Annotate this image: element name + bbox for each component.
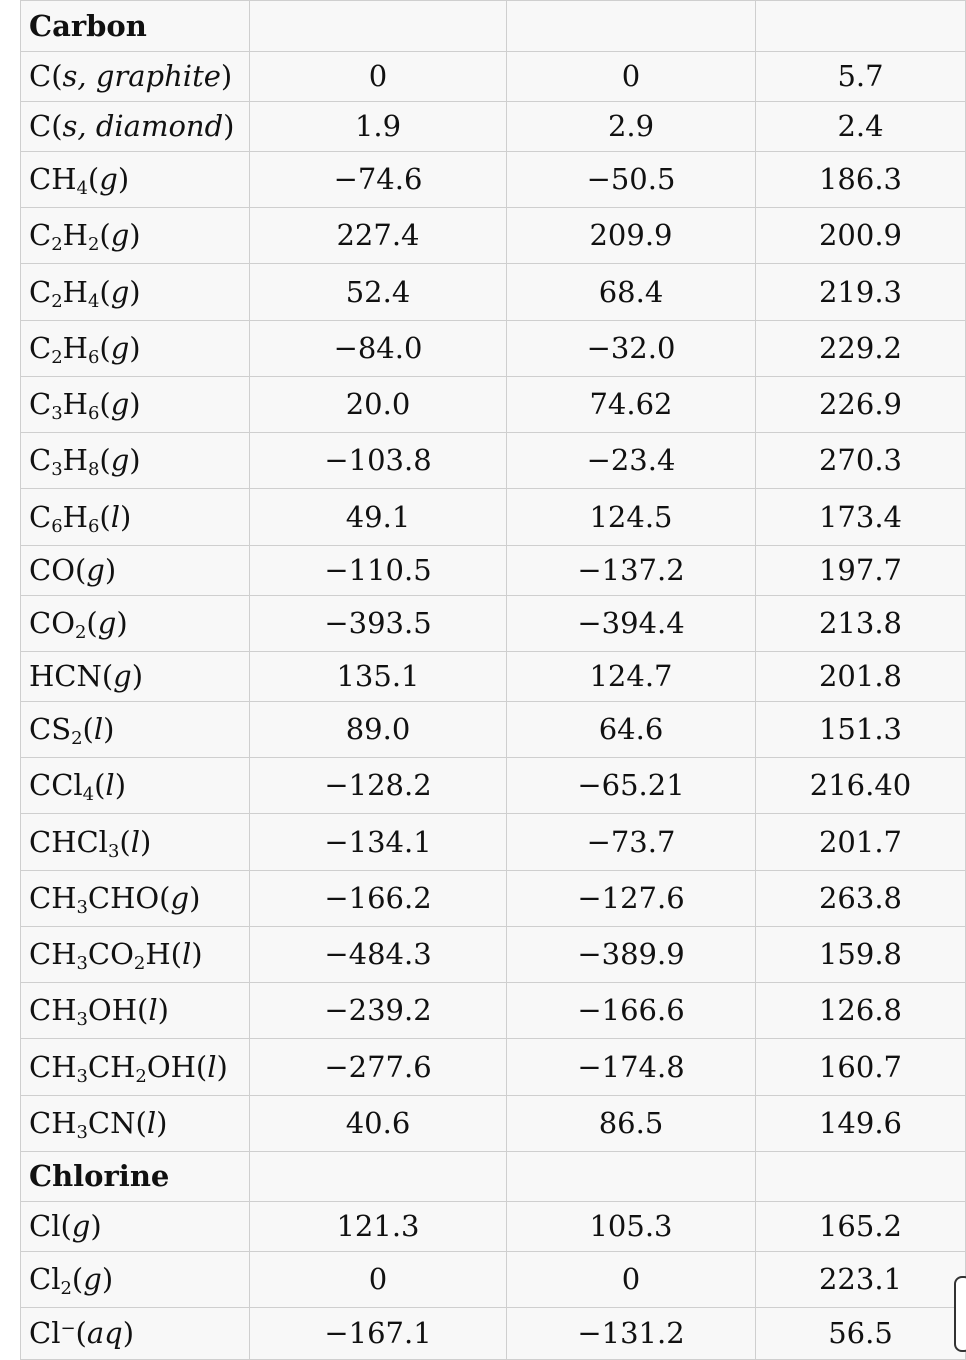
gibbs-cell: −174.8	[507, 1039, 756, 1096]
subscript: 2	[133, 953, 146, 975]
formula-text: CCl	[29, 768, 83, 802]
entropy-cell: 159.8	[756, 927, 966, 983]
entropy-cell: 197.7	[756, 546, 966, 596]
enthalpy-cell: 40.6	[250, 1096, 507, 1152]
formula-text: s, graphite	[62, 59, 221, 93]
entropy-cell: 173.4	[756, 489, 966, 546]
enthalpy-cell: 227.4	[250, 208, 507, 264]
formula-text: H	[62, 387, 88, 421]
species-cell	[21, 546, 250, 596]
entropy-cell: 160.7	[756, 1039, 966, 1096]
table-body	[21, 1, 966, 1360]
table-row	[21, 52, 966, 102]
enthalpy-cell: −110.5	[250, 546, 507, 596]
gibbs-cell: 86.5	[507, 1096, 756, 1152]
gibbs-cell: 74.62	[507, 377, 756, 433]
species-cell	[21, 321, 250, 377]
formula-text: g	[99, 162, 118, 196]
enthalpy-cell: 89.0	[250, 702, 507, 758]
formula-text: )	[223, 109, 235, 143]
entropy-cell: 151.3	[756, 702, 966, 758]
entropy-cell: 226.9	[756, 377, 966, 433]
formula-text: )	[122, 1316, 135, 1350]
formula-text: H	[62, 274, 88, 309]
species-cell	[21, 983, 250, 1039]
gibbs-cell: 2.9	[507, 102, 756, 152]
section-header-row	[21, 1152, 966, 1202]
enthalpy-cell: −393.5	[250, 596, 507, 652]
table-row	[21, 1252, 966, 1308]
formula-text: H	[62, 331, 88, 365]
table-row	[21, 152, 966, 208]
subscript: 3	[51, 403, 63, 425]
gibbs-cell: 68.4	[507, 264, 756, 321]
species-cell	[21, 102, 250, 152]
gibbs-cell: −50.5	[507, 152, 756, 208]
entropy-cell: 200.9	[756, 208, 966, 264]
subscript: 2	[71, 728, 83, 750]
formula-text: g	[170, 881, 190, 915]
enthalpy-cell	[250, 1, 507, 52]
formula-text: (	[99, 499, 111, 534]
thermodynamic-data-table	[20, 0, 966, 1360]
formula-text: )	[117, 162, 130, 196]
gibbs-cell: −32.0	[507, 321, 756, 377]
gibbs-cell: −137.2	[507, 546, 756, 596]
subscript: 3	[107, 840, 120, 862]
gibbs-cell: 0	[507, 1252, 756, 1308]
species-cell	[21, 1039, 250, 1096]
species-cell	[21, 433, 250, 489]
formula-text: Cl	[29, 1316, 61, 1350]
species-cell	[21, 814, 250, 871]
table-row	[21, 871, 966, 927]
formula-text: (	[71, 1262, 84, 1296]
gibbs-cell	[507, 1152, 756, 1202]
enthalpy-cell: −484.3	[250, 927, 507, 983]
entropy-cell: 201.8	[756, 652, 966, 702]
formula-text: l	[105, 768, 115, 802]
species-cell	[21, 1252, 250, 1308]
formula-text: g	[113, 659, 132, 693]
subscript: 3	[76, 1122, 88, 1144]
formula-text: CH	[87, 1049, 136, 1084]
formula-text: )	[116, 606, 128, 640]
table-row	[21, 596, 966, 652]
subscript: 2	[51, 290, 63, 312]
entropy-cell: 270.3	[756, 433, 966, 489]
enthalpy-cell: −166.2	[250, 871, 507, 927]
gibbs-cell: −394.4	[507, 596, 756, 652]
enthalpy-cell: 135.1	[250, 652, 507, 702]
section-title	[21, 1, 250, 52]
formula-text: g	[97, 606, 117, 640]
subscript: 3	[51, 459, 63, 481]
entropy-cell: 229.2	[756, 321, 966, 377]
formula-text: l	[181, 937, 192, 971]
formula-text: CH	[29, 937, 77, 971]
subscript: 3	[76, 953, 88, 975]
formula-text: C(	[29, 59, 63, 93]
formula-text: )	[103, 712, 115, 746]
formula-text: (	[99, 274, 111, 309]
formula-text: OH(	[146, 1049, 208, 1084]
table-row	[21, 758, 966, 814]
formula-text: (	[75, 1316, 87, 1350]
enthalpy-cell: −167.1	[250, 1308, 507, 1360]
formula-text: l	[207, 1049, 217, 1084]
formula-text: CH	[29, 162, 77, 196]
enthalpy-cell: 0	[250, 52, 507, 102]
subscript: 6	[51, 515, 63, 537]
formula-text: (	[82, 712, 94, 746]
gibbs-cell: 64.6	[507, 702, 756, 758]
enthalpy-cell	[250, 1152, 507, 1202]
table-row	[21, 702, 966, 758]
formula-text: )	[119, 499, 132, 534]
entropy-cell: 149.6	[756, 1096, 966, 1152]
formula-text: C	[29, 443, 52, 477]
formula-text: )	[104, 553, 117, 587]
species-cell	[21, 1096, 250, 1152]
scrollbar-thumb[interactable]	[954, 1276, 966, 1352]
gibbs-cell: 105.3	[507, 1202, 756, 1252]
species-cell	[21, 489, 250, 546]
gibbs-cell: −23.4	[507, 433, 756, 489]
formula-text: H	[62, 443, 88, 477]
section-header-row	[21, 1, 966, 52]
formula-text: )	[101, 1262, 114, 1296]
subscript: 3	[76, 1065, 88, 1087]
formula-text: H	[62, 499, 88, 534]
section-title	[21, 1152, 250, 1202]
enthalpy-cell: −134.1	[250, 814, 507, 871]
formula-text: C	[29, 499, 52, 534]
subscript: 4	[76, 178, 88, 200]
formula-text: CS	[29, 712, 72, 746]
species-cell	[21, 152, 250, 208]
subscript: 6	[87, 403, 100, 425]
subscript: 2	[135, 1065, 147, 1087]
gibbs-cell: −389.9	[507, 927, 756, 983]
formula-text: C(	[29, 109, 63, 143]
table-row	[21, 208, 966, 264]
subscript: 2	[87, 234, 100, 256]
formula-text: Cl(	[29, 1209, 72, 1243]
formula-text: g	[110, 218, 130, 252]
species-cell	[21, 377, 250, 433]
enthalpy-cell: 49.1	[250, 489, 507, 546]
formula-text: (	[99, 218, 111, 252]
formula-text: OH(	[87, 993, 149, 1027]
formula-text: (	[99, 387, 111, 421]
table-row	[21, 546, 966, 596]
formula-text: C	[29, 218, 52, 252]
formula-text: C	[29, 331, 52, 365]
entropy-cell: 263.8	[756, 871, 966, 927]
table-row	[21, 927, 966, 983]
formula-text: g	[110, 443, 130, 477]
subscript: 3	[76, 1009, 88, 1031]
formula-text: g	[110, 331, 130, 365]
gibbs-cell: −127.6	[507, 871, 756, 927]
species-cell	[21, 927, 250, 983]
subscript: 3	[76, 897, 88, 919]
formula-text: CO	[29, 606, 75, 640]
enthalpy-cell: 1.9	[250, 102, 507, 152]
formula-text: l	[146, 1106, 157, 1140]
formula-text: l	[130, 824, 140, 859]
formula-text: l	[148, 993, 158, 1027]
species-cell	[21, 702, 250, 758]
subscript: 6	[87, 515, 100, 537]
gibbs-cell: −166.6	[507, 983, 756, 1039]
entropy-cell: 56.5	[756, 1308, 966, 1360]
enthalpy-cell: 121.3	[250, 1202, 507, 1252]
species-cell	[21, 52, 250, 102]
formula-text: aq	[86, 1316, 123, 1350]
formula-text: g	[86, 553, 105, 587]
gibbs-cell: 0	[507, 52, 756, 102]
table-row	[21, 102, 966, 152]
formula-text: H(	[145, 937, 182, 971]
formula-text: H	[62, 218, 88, 252]
gibbs-cell: 124.5	[507, 489, 756, 546]
table-row	[21, 489, 966, 546]
species-cell	[21, 1308, 250, 1360]
subscript: 2	[60, 1278, 72, 1300]
formula-text: )	[216, 1049, 228, 1084]
table-row	[21, 321, 966, 377]
formula-text: CH	[29, 1106, 77, 1140]
formula-text: )	[90, 1209, 102, 1243]
table-row	[21, 433, 966, 489]
species-cell	[21, 264, 250, 321]
formula-text: l	[93, 712, 104, 746]
gibbs-cell: −73.7	[507, 814, 756, 871]
formula-text: Chlorine	[29, 1159, 170, 1193]
formula-text: CO	[87, 937, 134, 971]
species-cell	[21, 1202, 250, 1252]
formula-text: (	[119, 824, 131, 859]
table-row	[21, 652, 966, 702]
formula-text: (	[94, 768, 106, 802]
gibbs-cell: −131.2	[507, 1308, 756, 1360]
enthalpy-cell: −74.6	[250, 152, 507, 208]
entropy-cell: 216.40	[756, 758, 966, 814]
formula-text: C	[29, 274, 52, 309]
formula-text: Carbon	[29, 8, 147, 43]
enthalpy-cell: −84.0	[250, 321, 507, 377]
formula-text: HCN(	[29, 659, 114, 693]
formula-text: g	[83, 1262, 102, 1296]
formula-text: g	[71, 1209, 91, 1243]
formula-text: g	[110, 387, 130, 421]
enthalpy-cell: −239.2	[250, 983, 507, 1039]
entropy-cell: 213.8	[756, 596, 966, 652]
species-cell	[21, 208, 250, 264]
species-cell	[21, 758, 250, 814]
formula-text: CHCl	[29, 824, 108, 859]
formula-text: )	[131, 659, 144, 693]
formula-text: C	[29, 387, 52, 421]
entropy-cell: 219.3	[756, 264, 966, 321]
formula-text: CH	[29, 993, 77, 1027]
subscript: 4	[87, 290, 100, 312]
formula-text: CHO(	[87, 881, 171, 915]
species-cell	[21, 652, 250, 702]
formula-text: )	[157, 993, 169, 1027]
entropy-cell: 126.8	[756, 983, 966, 1039]
formula-text: (	[99, 443, 111, 477]
table-row	[21, 1308, 966, 1360]
formula-text: g	[110, 274, 130, 309]
formula-text: (	[87, 162, 100, 196]
formula-text: CH	[29, 1049, 77, 1084]
subscript: 4	[82, 784, 95, 806]
gibbs-cell	[507, 1, 756, 52]
entropy-cell: 165.2	[756, 1202, 966, 1252]
formula-text: CH	[29, 881, 77, 915]
gibbs-cell: 209.9	[507, 208, 756, 264]
species-cell	[21, 871, 250, 927]
formula-text: )	[191, 937, 203, 971]
entropy-cell: 2.4	[756, 102, 966, 152]
subscript: 6	[87, 347, 100, 369]
subscript: 8	[87, 459, 100, 481]
entropy-cell: 5.7	[756, 52, 966, 102]
enthalpy-cell: −277.6	[250, 1039, 507, 1096]
formula-text: CO(	[29, 553, 87, 587]
formula-text: )	[156, 1106, 168, 1140]
formula-text: l	[110, 499, 120, 534]
formula-text: )	[129, 274, 141, 309]
entropy-cell	[756, 1152, 966, 1202]
table-row	[21, 1096, 966, 1152]
entropy-cell: 201.7	[756, 814, 966, 871]
formula-text: )	[129, 387, 141, 421]
table-row	[21, 983, 966, 1039]
formula-text: (	[86, 606, 98, 640]
entropy-cell	[756, 1, 966, 52]
formula-text: )	[129, 331, 141, 365]
formula-text: (	[99, 331, 111, 365]
superscript: −	[60, 1318, 76, 1340]
table-row	[21, 1039, 966, 1096]
formula-text: )	[129, 443, 141, 477]
species-cell	[21, 596, 250, 652]
table-row	[21, 814, 966, 871]
table-row	[21, 377, 966, 433]
enthalpy-cell: 20.0	[250, 377, 507, 433]
formula-text: )	[220, 59, 233, 93]
entropy-cell: 186.3	[756, 152, 966, 208]
table-row	[21, 1202, 966, 1252]
table-row	[21, 264, 966, 321]
subscript: 2	[74, 622, 87, 644]
enthalpy-cell: 52.4	[250, 264, 507, 321]
formula-text: CN(	[87, 1106, 147, 1140]
enthalpy-cell: 0	[250, 1252, 507, 1308]
gibbs-cell: −65.21	[507, 758, 756, 814]
formula-text: )	[189, 881, 201, 915]
formula-text: )	[114, 768, 127, 802]
subscript: 2	[51, 234, 63, 256]
formula-text: s, diamond	[62, 109, 224, 143]
entropy-cell: 223.1	[756, 1252, 966, 1308]
subscript: 2	[51, 347, 63, 369]
enthalpy-cell: −128.2	[250, 758, 507, 814]
enthalpy-cell: −103.8	[250, 433, 507, 489]
gibbs-cell: 124.7	[507, 652, 756, 702]
formula-text: Cl	[29, 1262, 61, 1296]
formula-text: )	[129, 218, 141, 252]
formula-text: )	[140, 824, 152, 859]
